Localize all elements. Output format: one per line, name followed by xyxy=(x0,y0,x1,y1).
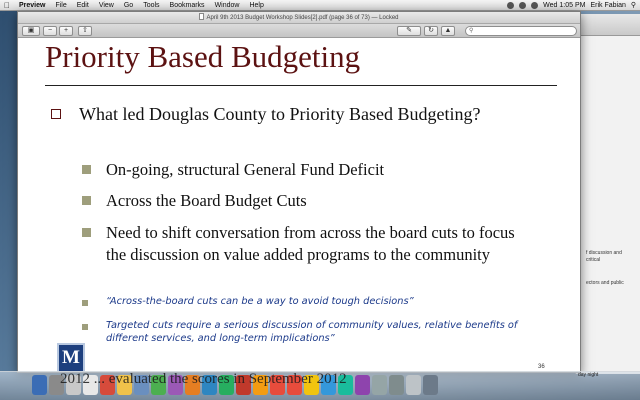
bullet-2: Across the Board Budget Cuts xyxy=(106,191,307,210)
slide-title: Priority Based Budgeting xyxy=(45,39,361,74)
zoom-in-button[interactable]: + xyxy=(59,26,73,36)
search-icon: ⚲ xyxy=(469,28,474,34)
trash-icon[interactable] xyxy=(423,375,438,395)
annotate-button[interactable]: ✎ xyxy=(397,26,421,36)
menu-go[interactable]: Go xyxy=(123,1,134,9)
quote-2: Targeted cuts require a serious discussion of community values, relative benefits of different services, and long-term implications” xyxy=(106,320,518,344)
window-title: April 9th 2013 Budget Workshop Slides[2].pdf (page 36 of 73) — Locked xyxy=(206,15,399,21)
small-bullet-icon xyxy=(82,300,88,306)
system-preferences-icon[interactable] xyxy=(389,375,404,395)
menu-view[interactable]: View xyxy=(98,1,114,9)
title-divider xyxy=(45,85,557,86)
menu-bar xyxy=(0,0,640,11)
background-text-1: f discussion and xyxy=(586,250,622,256)
page-number: 36 xyxy=(538,364,545,370)
document-icon xyxy=(199,13,204,20)
rotate-button[interactable]: ↻ xyxy=(424,26,438,36)
window-titlebar[interactable] xyxy=(18,12,580,24)
quote-1: “Across-the-board cuts can be a way to avoid tough decisions” xyxy=(106,296,414,307)
downloads-stack-icon[interactable] xyxy=(406,375,421,395)
volume-icon[interactable] xyxy=(519,2,526,9)
view-mode-button[interactable]: ▣ xyxy=(22,26,40,36)
menu-bookmarks[interactable]: Bookmarks xyxy=(169,1,205,9)
sub-bullet-icon xyxy=(82,196,91,205)
menu-clock[interactable]: Wed 1:05 PM xyxy=(543,2,586,9)
square-bullet-icon xyxy=(51,109,61,119)
wifi-icon[interactable] xyxy=(507,2,514,9)
dock-label: day night xyxy=(578,372,599,378)
background-window-toolbar xyxy=(576,14,640,36)
bullet-3: Need to shift conversation from across the board cuts to focus the discussion on value added programs to the community xyxy=(106,223,515,264)
menu-app-name[interactable]: Preview xyxy=(19,1,46,9)
menu-help[interactable]: Help xyxy=(249,1,264,9)
pdf-page[interactable] xyxy=(18,39,580,373)
background-text-2: critical xyxy=(586,257,601,263)
apple-icon[interactable] xyxy=(0,0,14,11)
zoom-out-button[interactable]: − xyxy=(43,26,57,36)
background-text-3: ectors and public xyxy=(586,280,624,286)
finder-icon[interactable] xyxy=(32,375,47,395)
county-logo: M xyxy=(57,343,85,373)
bullet-1: On-going, structural General Fund Deficit xyxy=(106,160,385,179)
menu-tools[interactable]: Tools xyxy=(143,1,160,9)
behind-slide-text: 2012 ... evaluated the scores in September 2012 xyxy=(60,371,347,387)
small-bullet-icon xyxy=(82,324,88,330)
menu-edit[interactable]: Edit xyxy=(76,1,89,9)
spotlight-icon[interactable]: ⚲ xyxy=(630,2,636,9)
markup-button[interactable]: ▲ xyxy=(441,26,455,36)
window-toolbar xyxy=(18,24,580,38)
sub-bullet-icon xyxy=(82,165,91,174)
preview-window[interactable] xyxy=(17,11,581,373)
menu-file[interactable]: File xyxy=(55,1,67,9)
battery-icon[interactable] xyxy=(531,2,538,9)
share-button[interactable]: ⇧ xyxy=(78,26,92,36)
menu-window[interactable]: Window xyxy=(214,1,240,9)
background-window[interactable] xyxy=(575,14,640,374)
app-icon-purple[interactable] xyxy=(355,375,370,395)
preview-icon[interactable] xyxy=(372,375,387,395)
sub-bullet-icon xyxy=(82,228,91,237)
menu-user[interactable]: Erik Fabian xyxy=(590,2,626,9)
slide-question: What led Douglas County to Priority Based Budgeting? xyxy=(79,104,481,124)
search-input[interactable] xyxy=(465,26,577,36)
